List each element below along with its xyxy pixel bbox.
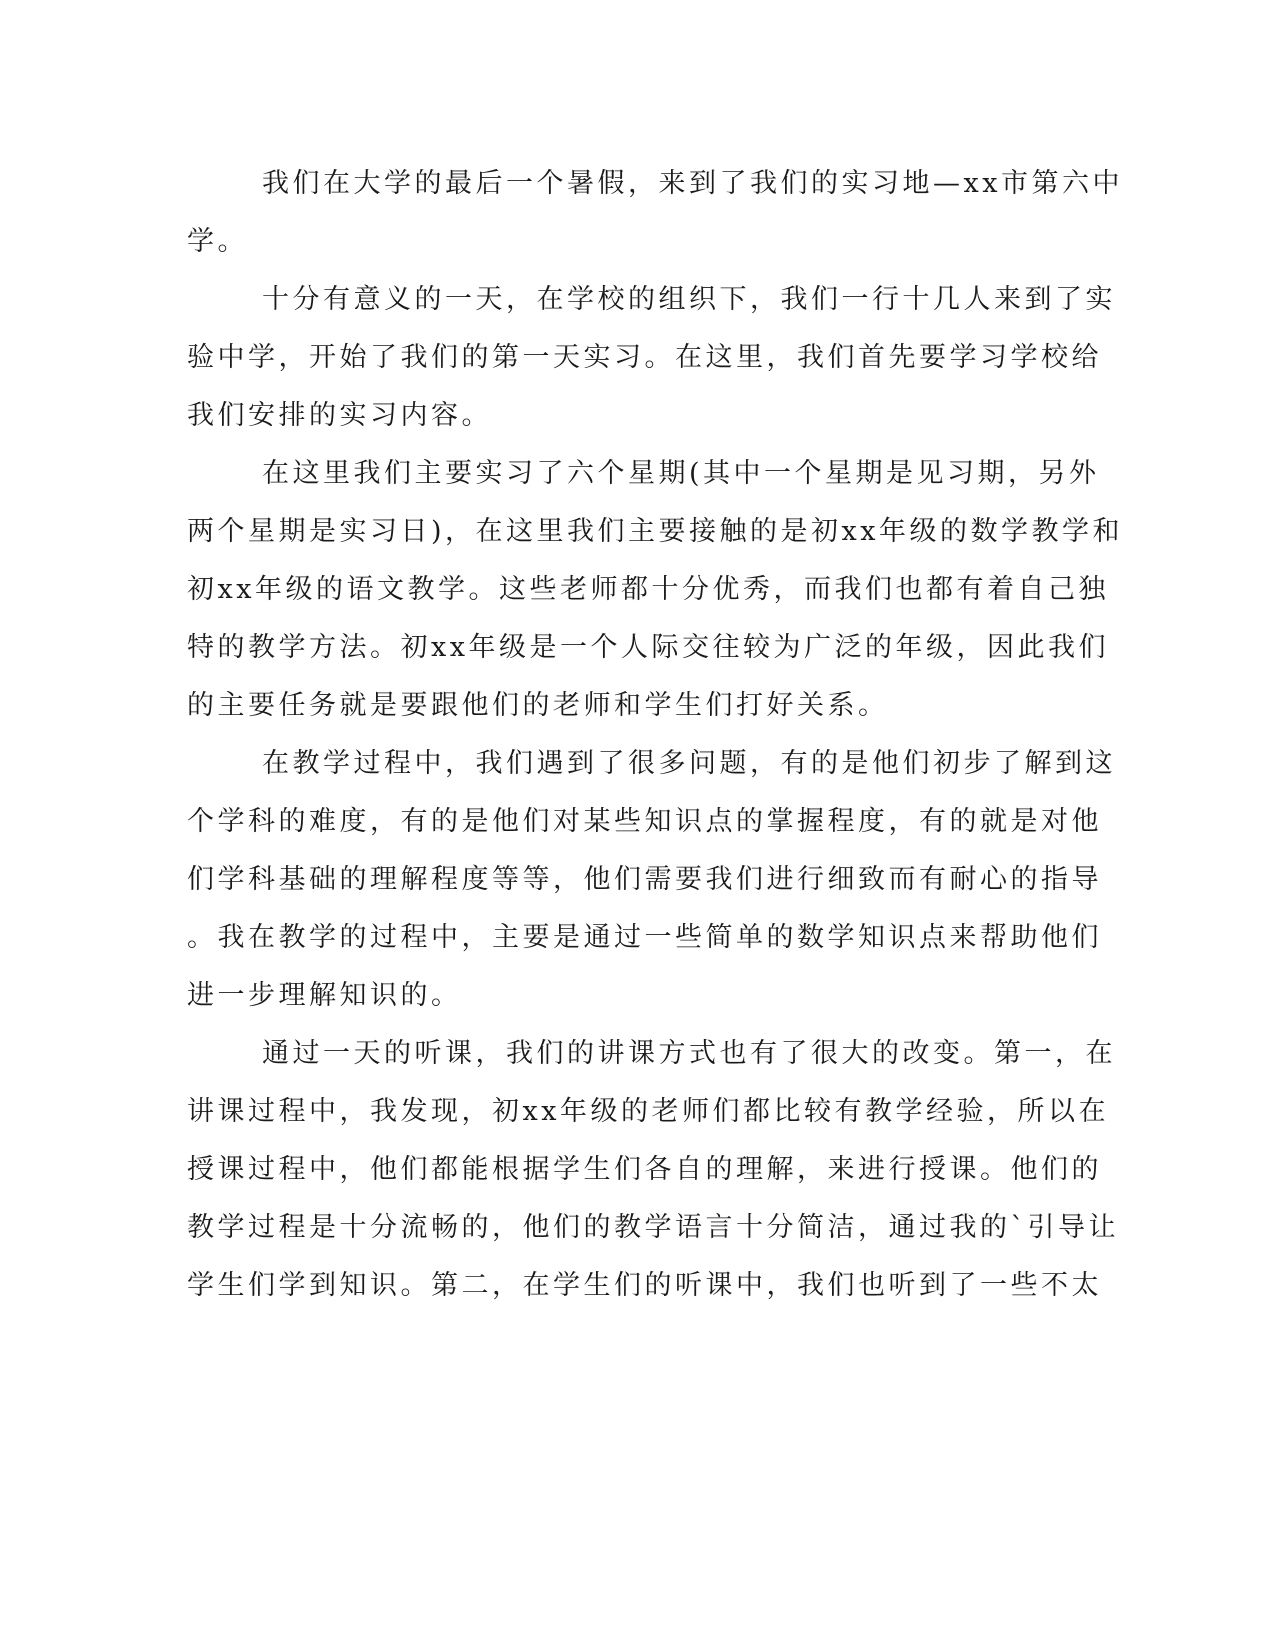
text-line: 验中学，开始了我们的第一天实习。在这里，我们首先要学习学校给 <box>187 342 1102 373</box>
text-line: 。我在教学的过程中，主要是通过一些简单的数学知识点来帮助他们 <box>187 922 1102 953</box>
text-line: 学。 <box>187 226 248 257</box>
text-line: 特的教学方法。初xx年级是一个人际交往较为广泛的年级，因此我们 <box>187 632 1109 663</box>
text-line: 在这里我们主要实习了六个星期(其中一个星期是见习期，另外 <box>262 458 1100 489</box>
text-line: 十分有意义的一天，在学校的组织下，我们一行十几人来到了实 <box>262 284 1116 315</box>
text-line: 初xx年级的语文教学。这些老师都十分优秀，而我们也都有着自己独 <box>187 574 1109 605</box>
text-line: 学生们学到知识。第二，在学生们的听课中，我们也听到了一些不太 <box>187 1270 1102 1301</box>
text-line: 在教学过程中，我们遇到了很多问题，有的是他们初步了解到这 <box>262 748 1116 779</box>
text-line: 授课过程中，他们都能根据学生们各自的理解，来进行授课。他们的 <box>187 1154 1102 1185</box>
text-line: 们学科基础的理解程度等等，他们需要我们进行细致而有耐心的指导 <box>187 864 1102 895</box>
text-line: 个学科的难度，有的是他们对某些知识点的掌握程度，有的就是对他 <box>187 806 1102 837</box>
text-line: 我们在大学的最后一个暑假，来到了我们的实习地—xx市第六中 <box>262 168 1123 199</box>
text-line: 进一步理解知识的。 <box>187 980 462 1011</box>
text-line: 两个星期是实习日)，在这里我们主要接触的是初xx年级的数学教学和 <box>187 516 1123 547</box>
text-line: 通过一天的听课，我们的讲课方式也有了很大的改变。第一，在 <box>262 1038 1116 1069</box>
text-line: 的主要任务就是要跟他们的老师和学生们打好关系。 <box>187 690 889 721</box>
text-line: 讲课过程中，我发现，初xx年级的老师们都比较有教学经验，所以在 <box>187 1096 1109 1127</box>
text-line: 我们安排的实习内容。 <box>187 400 492 431</box>
text-line: 教学过程是十分流畅的，他们的教学语言十分简洁，通过我的`引导让 <box>187 1212 1119 1243</box>
